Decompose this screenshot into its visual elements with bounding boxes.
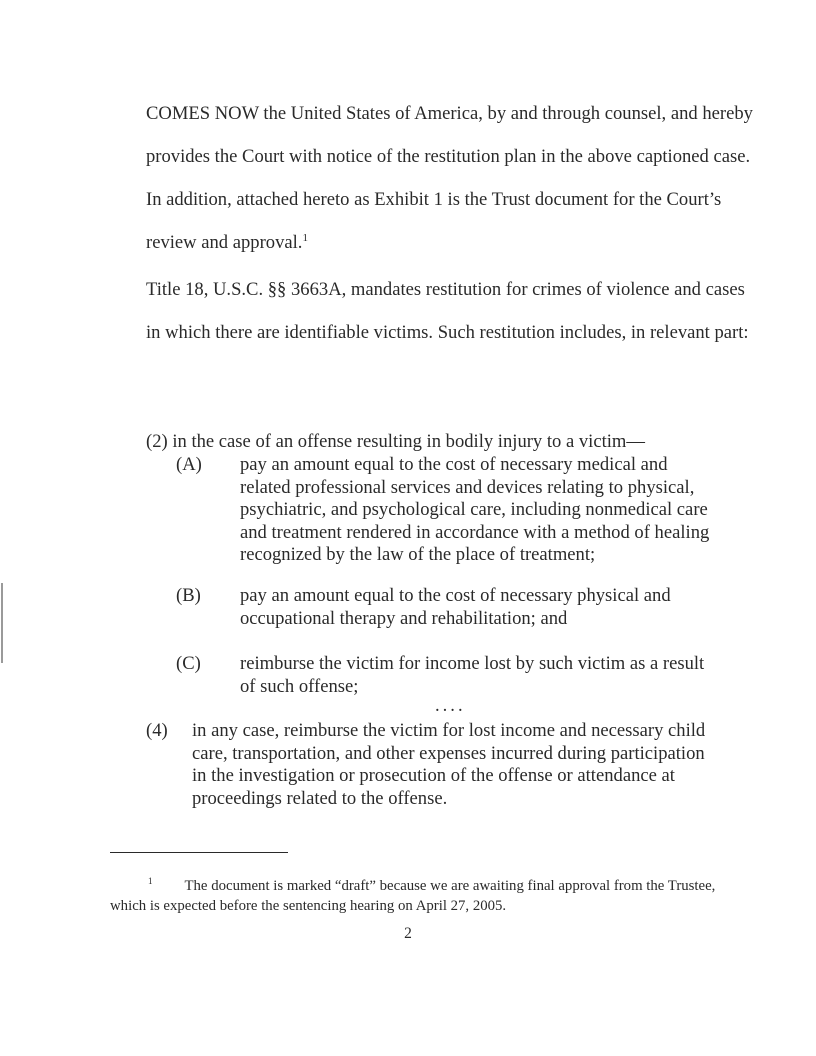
footnote xyxy=(110,871,720,916)
paragraph-statute-intro: Title 18, U.S.C. §§ 3663A, mandates restitution for crimes of violence and cases in which there are identifiable victims. Such restitution includes, in relevant part: xyxy=(146,279,749,343)
footnote-mark: 1 xyxy=(148,876,153,886)
footnote-text: The document is marked “draft” because we are awaiting final approval from the Trustee, which is expected before the sentencing hearing on April 27, 2005. xyxy=(110,877,716,914)
item-text: in any case, reimburse the victim for lost income and necessary child care, transportation, and other expenses incurred during participation in the investigation or prosecution of the offense or attendance at proceedings related to the offense. xyxy=(192,720,706,809)
item-label: (4) xyxy=(146,720,168,741)
subitem-text: pay an amount equal to the cost of necessary medical and related professional services and devices relating to physical, psychiatric, and psychological care, including nonmedical care and treatment rendered in accordance with a method of healing recognized by the law of the place of treatment; xyxy=(240,454,710,565)
subitem-text: reimburse the victim for income lost by such victim as a result of such offense; xyxy=(240,653,705,697)
subitem-label: (A) xyxy=(176,454,202,475)
paragraph-notice-text: COMES NOW the United States of America, by and through counsel, and hereby provides the Court with notice of the restitution plan in the above captioned case. In addition, attached hereto as Exhibit 1 is the Trust document for the Court’s review and approval. xyxy=(146,103,753,253)
footnote-reference: 1 xyxy=(302,231,308,244)
subitem-text: pay an amount equal to the cost of necessary physical and occupational therapy and rehabilitation; and xyxy=(240,585,671,629)
page-number: 2 xyxy=(404,925,412,942)
footnote-divider xyxy=(110,852,288,853)
scan-edge-mark xyxy=(1,583,3,663)
statute-item-2: (2) in the case of an offense resulting in bodily injury to a victim— xyxy=(146,431,645,452)
paragraph-notice xyxy=(110,92,754,264)
omission-ellipsis: .... xyxy=(435,695,466,716)
subitem-label: (B) xyxy=(176,585,201,606)
subitem-label: (C) xyxy=(176,653,201,674)
